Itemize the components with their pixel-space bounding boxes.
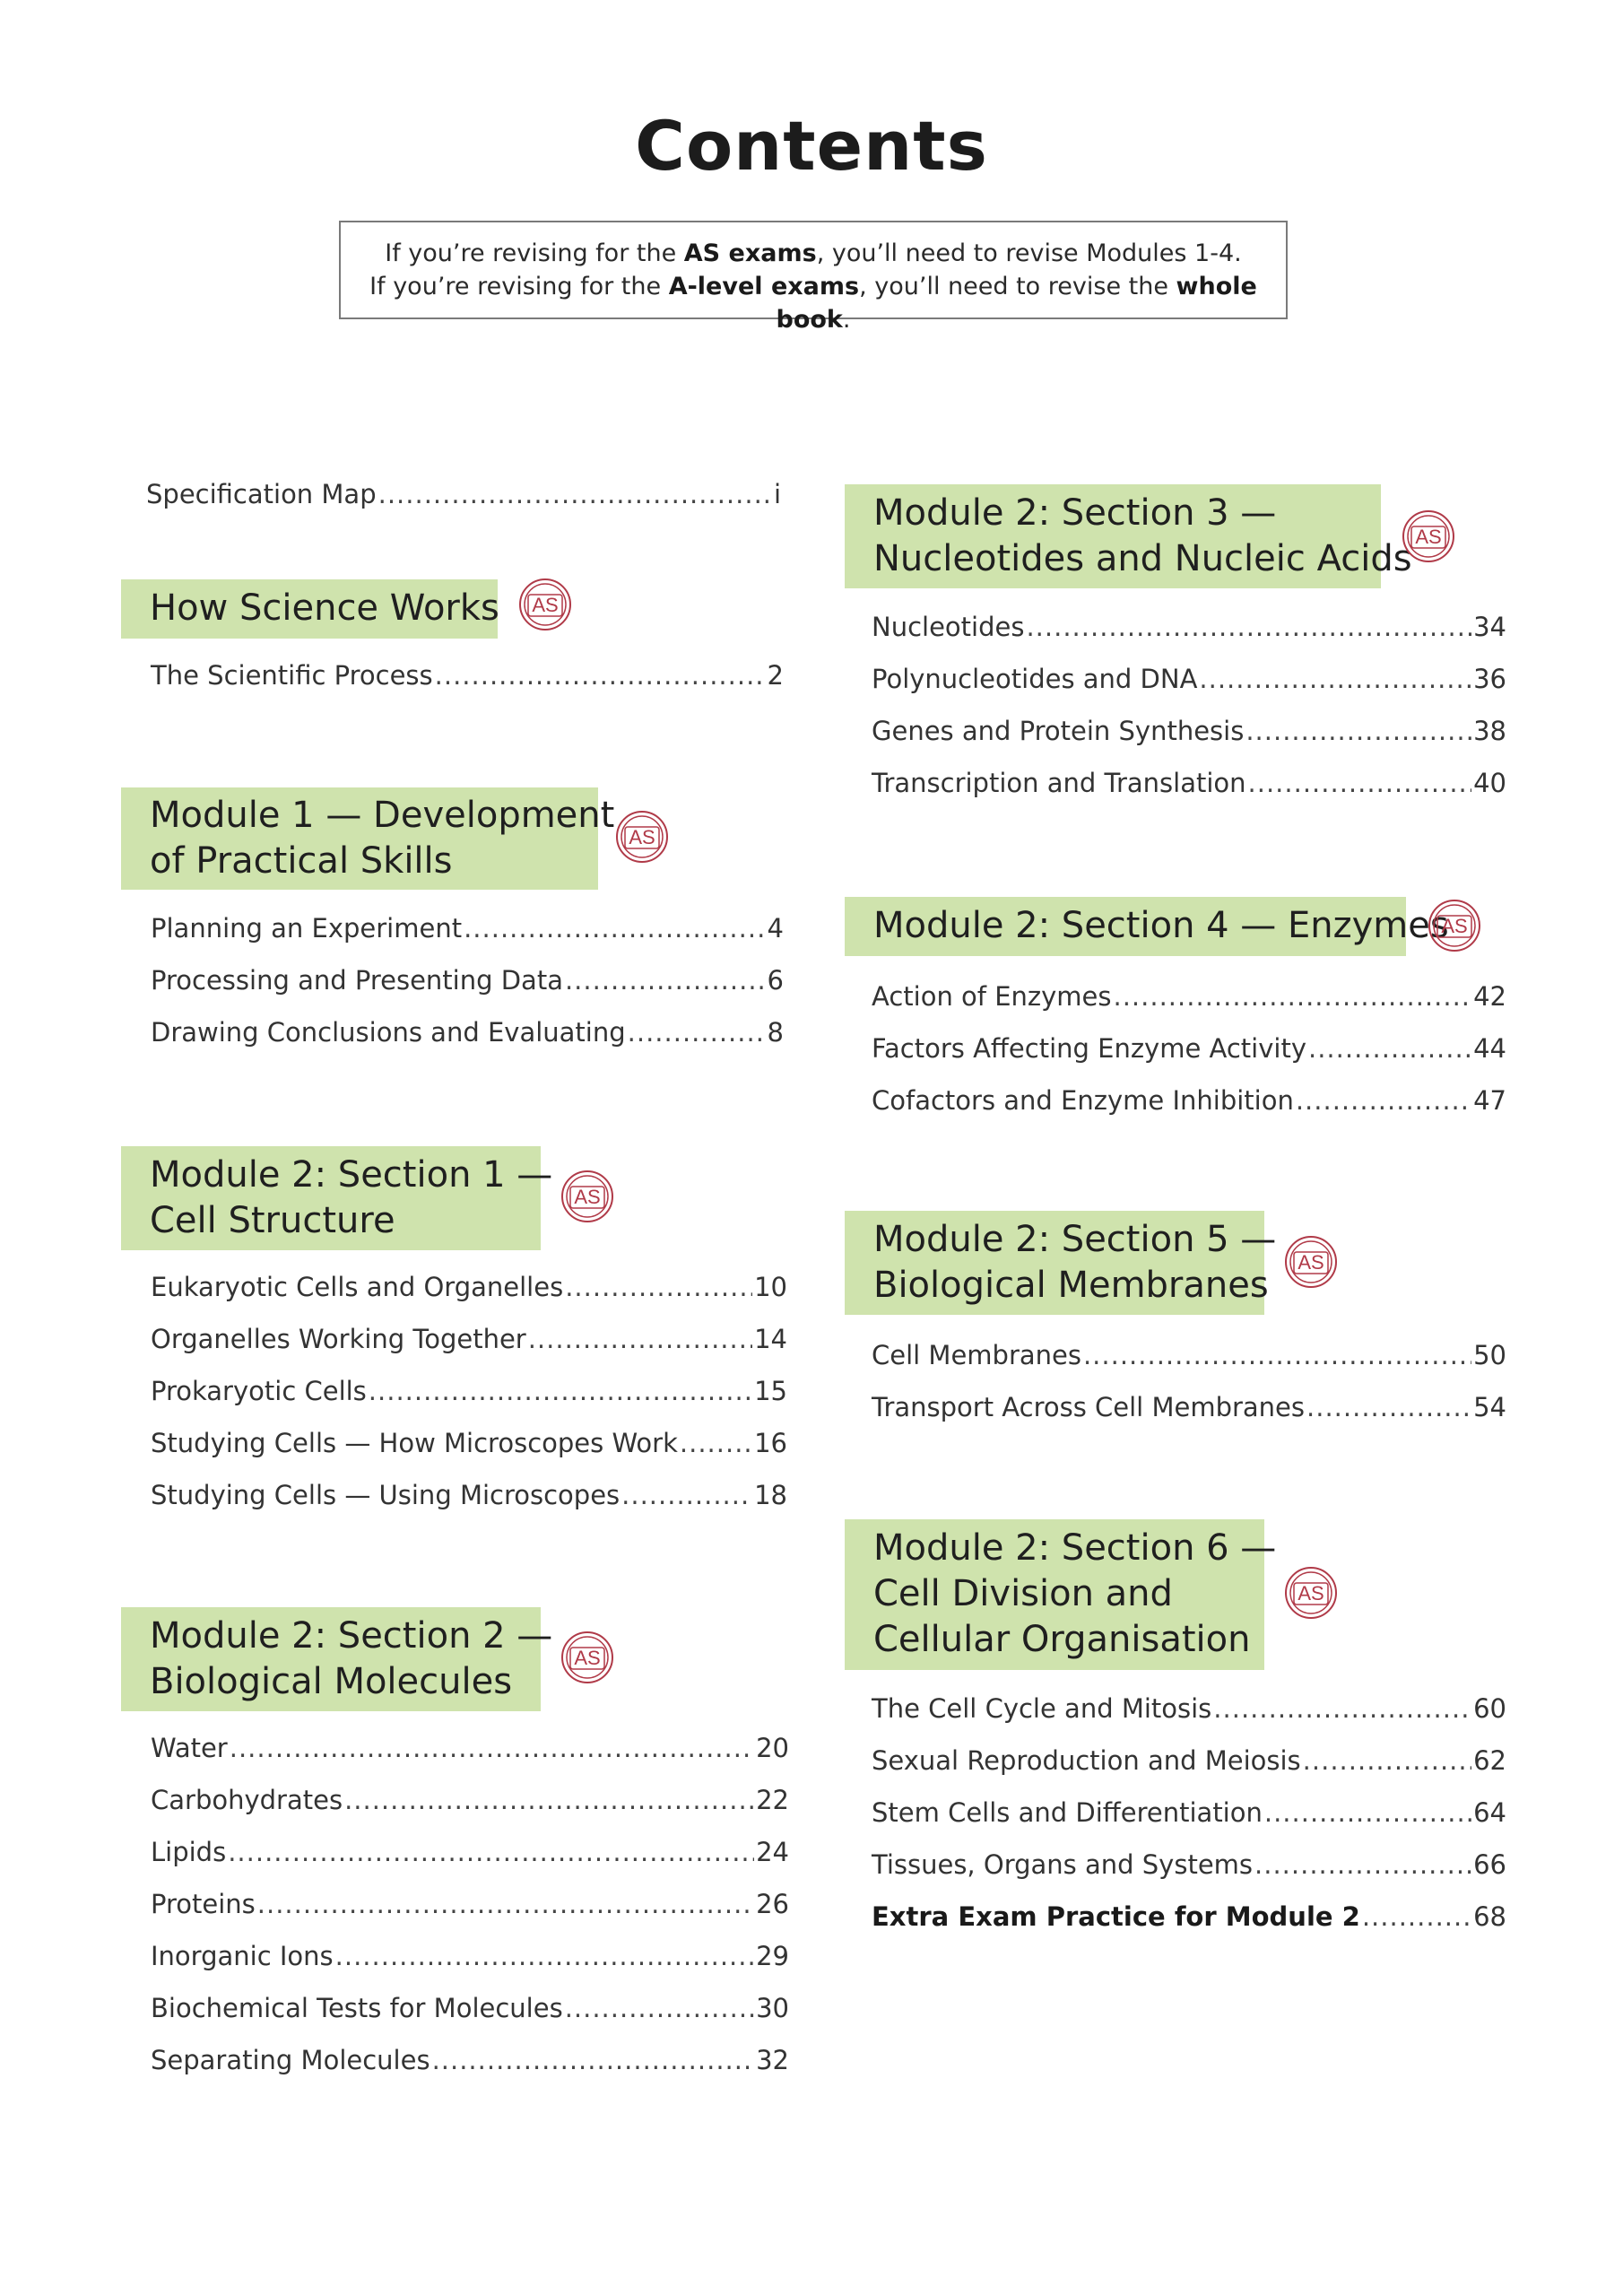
as-badge-icon — [560, 1631, 614, 1684]
svg-text:AS: AS — [1298, 1251, 1324, 1274]
toc-entry[interactable]: The Cell Cycle and Mitosis ..... 60 — [872, 1693, 1506, 1729]
toc-entry[interactable]: Stem Cells and Differentiation ..... 64 — [872, 1797, 1506, 1833]
toc-entry[interactable]: Transcription and Translation ..... 40 — [872, 768, 1506, 804]
revision-note-line-2: If you’re revising for the A-level exams, you’ll need to revise the whole book. — [369, 273, 1257, 334]
toc-entry[interactable]: Carbohydrates ..... 22 — [151, 1785, 789, 1821]
toc-entry[interactable]: Processing and Presenting Data ..... 6 — [151, 965, 784, 1001]
revision-note — [339, 221, 1288, 334]
as-badge-icon — [1428, 899, 1481, 952]
toc-entry[interactable]: Sexual Reproduction and Meiosis ..... 62 — [872, 1745, 1506, 1781]
section-header-module-2-section-6: Module 2: Section 6 — Cell Division and Cellular Organisation — [845, 1519, 1264, 1670]
section-header-module-1: Module 1 — Development of Practical Skills — [121, 787, 598, 890]
toc-entry[interactable]: Separating Molecules ..... 32 — [151, 2045, 789, 2081]
svg-text:AS: AS — [574, 1186, 601, 1208]
as-badge-icon — [1402, 509, 1455, 563]
toc-entry[interactable]: Planning an Experiment ..... 4 — [151, 913, 784, 949]
as-badge-icon — [615, 810, 669, 864]
svg-text:AS: AS — [574, 1647, 601, 1669]
toc-entry[interactable]: Drawing Conclusions and Evaluating ..... 8 — [151, 1017, 784, 1053]
toc-entry[interactable]: Tissues, Organs and Systems ..... 66 — [872, 1849, 1506, 1885]
svg-text:AS: AS — [629, 826, 655, 848]
svg-text:AS: AS — [532, 594, 559, 616]
toc-entry-extra-exam-practice[interactable]: Extra Exam Practice for Module 2 ..... 68 — [872, 1901, 1506, 1937]
section-header-module-2-section-1: Module 2: Section 1 — Cell Structure — [121, 1146, 541, 1250]
toc-entry[interactable]: Eukaryotic Cells and Organelles ..... 10 — [151, 1272, 787, 1308]
toc-entry[interactable]: Proteins ..... 26 — [151, 1889, 789, 1925]
toc-entry[interactable]: Studying Cells — Using Microscopes ..... 18 — [151, 1480, 787, 1516]
toc-entry[interactable]: Organelles Working Together ..... 14 — [151, 1324, 787, 1360]
as-badge-icon — [1284, 1235, 1338, 1289]
toc-entry[interactable]: The Scientific Process ..... 2 — [151, 660, 784, 696]
section-header-module-2-section-3: Module 2: Section 3 — Nucleotides and Nucleic Acids — [845, 484, 1381, 588]
toc-entry[interactable]: Cofactors and Enzyme Inhibition ..... 47 — [872, 1085, 1506, 1121]
toc-entry[interactable]: Action of Enzymes ..... 42 — [872, 981, 1506, 1017]
toc-entry[interactable]: Studying Cells — How Microscopes Work ..... 16 — [151, 1428, 787, 1464]
toc-entry-specification-map[interactable]: Specification Map ..... i — [146, 479, 781, 515]
as-badge-icon — [1284, 1566, 1338, 1620]
as-badge-icon — [560, 1170, 614, 1223]
svg-text:AS: AS — [1298, 1582, 1324, 1605]
toc-entry[interactable]: Biochemical Tests for Molecules ..... 30 — [151, 1993, 789, 2029]
page-title: Contents — [635, 106, 988, 186]
as-badge-icon — [518, 578, 572, 631]
section-header-module-2-section-2: Module 2: Section 2 — Biological Molecules — [121, 1607, 541, 1711]
toc-entry[interactable]: Inorganic Ions ..... 29 — [151, 1941, 789, 1977]
toc-entry[interactable]: Lipids ..... 24 — [151, 1837, 789, 1873]
revision-note-line-1: If you’re revising for the AS exams, you’ll need to revise Modules 1-4. — [385, 239, 1242, 267]
section-header-module-2-section-5: Module 2: Section 5 — Biological Membranes — [845, 1211, 1264, 1315]
toc-entry[interactable]: Cell Membranes ..... 50 — [872, 1340, 1506, 1376]
section-header-how-science-works: How Science Works — [121, 579, 498, 639]
toc-entry[interactable]: Prokaryotic Cells ..... 15 — [151, 1376, 787, 1412]
toc-entry[interactable]: Transport Across Cell Membranes ..... 54 — [872, 1392, 1506, 1428]
toc-entry[interactable]: Factors Affecting Enzyme Activity ..... 44 — [872, 1033, 1506, 1069]
section-header-module-2-section-4: Module 2: Section 4 — Enzymes — [845, 897, 1406, 956]
toc-entry[interactable]: Polynucleotides and DNA ..... 36 — [872, 664, 1506, 700]
toc-entry[interactable]: Water ..... 20 — [151, 1733, 789, 1769]
toc-entry[interactable]: Nucleotides ..... 34 — [872, 612, 1506, 648]
svg-text:AS: AS — [1441, 915, 1468, 937]
svg-text:AS: AS — [1415, 526, 1442, 548]
toc-entry[interactable]: Genes and Protein Synthesis ..... 38 — [872, 716, 1506, 752]
